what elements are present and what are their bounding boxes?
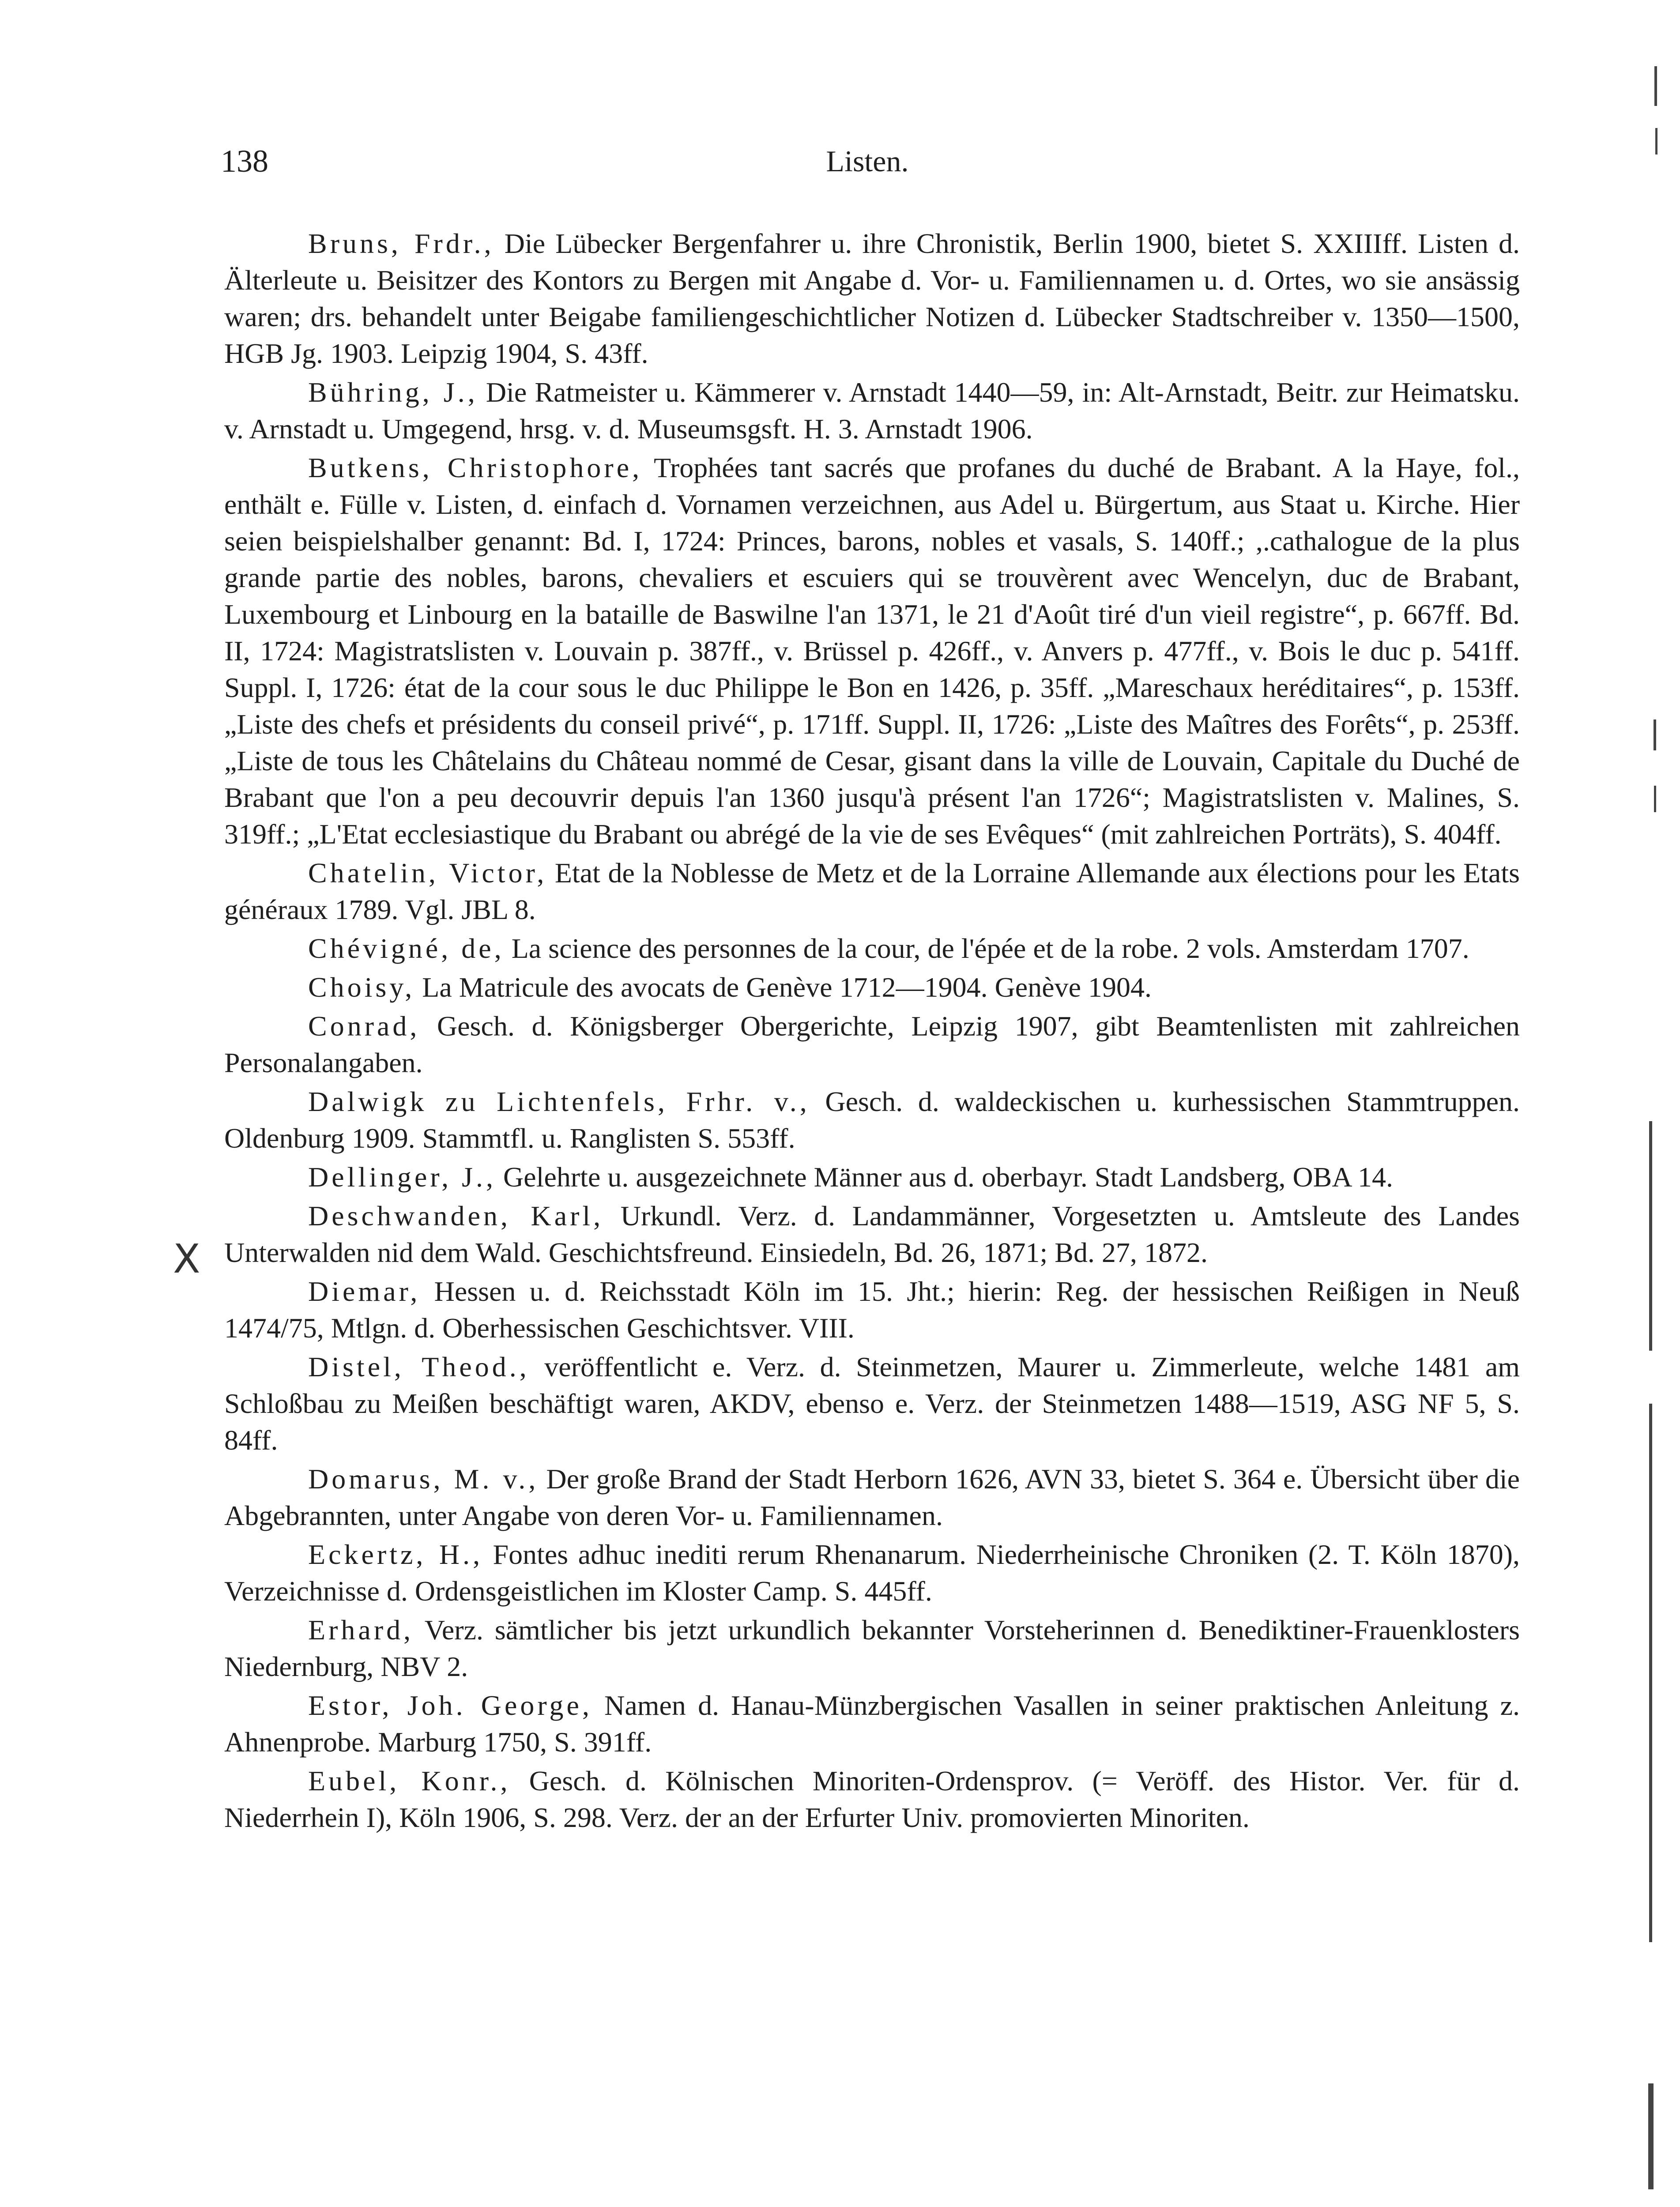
entry-deschwanden [224,1198,1520,1271]
entry-text: Verz. sämtlicher bis jetzt urkundlich bekannter Vorsteherinnen d. Benediktiner-Frauenklosters Niedernburg, NBV 2. [224,1614,1520,1682]
entry-author: Erhard, [308,1614,414,1646]
entry-author: Estor, Joh. George, [308,1690,592,1721]
entry-text: La science des personnes de la cour, de l'épée et de la robe. 2 vols. Amsterdam 1707. [504,933,1469,964]
entry-distel [224,1348,1520,1458]
entry-text: Gelehrte u. ausgezeichnete Männer aus d. oberbayr. Stadt Landsberg, OBA 14. [496,1161,1394,1193]
entry-text: Gesch. d. waldeckischen u. kurhessischen Stammtruppen. Oldenburg 1909. Stammtfl. u. Ranglisten S. 553ff. [224,1086,1520,1154]
entry-author: Diemar, [308,1276,421,1307]
entry-text: Gesch. d. Kölnischen Minoriten-Ordensprov. (= Veröff. des Histor. Ver. für d. Niederrhein I), Köln 1906, S. 298. Verz. der an der Erfurter Univ. promovierten Minoriten. [224,1765,1520,1833]
entry-conrad [224,1008,1520,1081]
entry-author: Conrad, [308,1010,420,1042]
scan-edge-mark [1654,66,1657,106]
scan-edge-mark [1654,786,1656,812]
running-title: Listen. [826,144,909,178]
entry-text: La Matricule des avocats de Genève 1712—1904. Genève 1904. [415,972,1152,1003]
entry-bruns [224,225,1520,372]
entry-choisy [224,969,1520,1006]
entry-butkens [224,449,1520,852]
entry-text: Namen d. Hanau-Münzbergischen Vasallen in seiner praktischen Anleitung z. Ahnenprobe. Marburg 1750, S. 391ff. [224,1690,1520,1758]
scan-edge-marks [1645,0,1680,2207]
entry-eckertz [224,1536,1520,1609]
entry-text: Gesch. d. Königsberger Obergerichte, Leipzig 1907, gibt Beamtenlisten mit zahlreichen Personalangaben. [224,1010,1520,1078]
entry-text: Fontes adhuc inediti rerum Rhenanarum. Niederrheinische Chroniken (2. T. Köln 1870), Verzeichnisse d. Ordensgeistlichen im Kloster Camp. S. 445ff. [224,1539,1520,1607]
entry-chevigne [224,930,1520,967]
entry-author: Dellinger, J., [308,1161,497,1193]
entry-buehring [224,374,1520,447]
scan-edge-mark [1649,1121,1652,1351]
entry-author: Dalwigk zu Lichtenfels, Frhr. v., [308,1086,810,1117]
entry-text: Trophées tant sacrés que profanes du duché de Brabant. A la Haye, fol., enthält e. Fülle v. Listen, d. einfach d. Vornamen verzeichnen, aus Adel u. Bürgertum, aus Staat u. Kirche. Hier seien beispielshalber genannt: Bd. I, 1724: Princes, barons, nobles et vasals, S. 140ff.; ,.cathalogue de la plus grande partie des nobles, barons, chevaliers et escuiers qui se trouvèrent avec Wencelyn, duc de Brabant, Luxembourg et Linbourg en la bataille de Baswilne l'an 1371, le 21 d'Août tiré d'un vieil registre“, p. 667ff. Bd. II, 1724: Magistratslisten v. Louvain p. 387ff., v. Brüssel p. 426ff., v. Anvers p. 477ff., v. Bois le duc p. 541ff. Suppl. I, 1726: état de la cour sous le duc Philippe le Bon en 1426, p. 35ff. „Mareschaux heréditaires“, p. 153ff. „Liste des chefs et présidents du conseil privé“, p. 171ff. Suppl. II, 1726: „Liste des Maîtres des Forêts“, p. 253ff. „Liste de tous les Châtelains du Château nommé de Cesar, gisant dans la ville de Louvain, Capitale du Duché de Brabant que l'on a peu decouvrir depuis l'an 1360 jusqu'à présent l'an 1726“; Magistratslisten v. Malines, S. 319ff.; „L'Etat ecclesiastique du Brabant ou abrégé de la vie de ses Evêques“ (mit zahlreichen Porträts), S. 404ff. [224,452,1520,850]
entry-author: Eubel, Konr., [308,1765,511,1796]
entry-author: Distel, Theod., [308,1351,530,1382]
entry-text: Die Lübecker Bergenfahrer u. ihre Chronistik, Berlin 1900, bietet S. XXIIIff. Listen d. Älterleute u. Beisitzer des Kontors zu Bergen mit Angabe d. Vor- u. Familiennamen u. d. Ortes, wo sie ansässig waren; drs. behandelt unter Beigabe familiengeschichtlicher Notizen d. Lübecker Stadtschreiber v. 1350—1500, HGB Jg. 1903. Leipzig 1904, S. 43ff. [224,228,1520,369]
entry-author: Choisy, [308,972,415,1003]
entry-text: Hessen u. d. Reichsstadt Köln im 15. Jht.; hierin: Reg. der hessischen Reißigen in Neuß 1474/75, Mtlgn. d. Oberhessischen Geschichtsver. VIII. [224,1276,1520,1344]
entry-author: Butkens, Christophore, [308,452,643,483]
entry-author: Deschwanden, Karl, [308,1200,604,1232]
entry-estor [224,1687,1520,1760]
entry-text: veröffentlicht e. Verz. d. Steinmetzen, Maurer u. Zimmerleute, welche 1481 am Schloßbau zu Meißen beschäftigt waren, AKDV, ebenso e. Verz. der Steinmetzen 1488—1519, ASG NF 5, S. 84ff. [224,1351,1520,1456]
entry-erhard [224,1612,1520,1685]
entry-dellinger [224,1159,1520,1195]
page-header [221,141,1514,181]
scan-edge-mark [1649,1404,1652,1942]
entry-text: Urkundl. Verz. d. Landammänner, Vorgesetzten u. Amtsleute des Landes Unterwalden nid dem Wald. Geschichtsfreund. Einsiedeln, Bd. 26, 1871; Bd. 27, 1872. [224,1200,1520,1268]
scan-edge-mark [1648,2083,1654,2189]
entry-author: Bruns, Frdr., [308,228,494,259]
scan-edge-mark [1655,128,1657,154]
entry-author: Bühring, J., [308,377,478,408]
entry-diemar [224,1273,1520,1346]
entry-text: Etat de la Noblesse de Metz et de la Lorraine Allemande aux élections pour les Etats généraux 1789. Vgl. JBL 8. [224,857,1520,925]
entry-author: Eckertz, H., [308,1539,483,1570]
entry-dalwigk [224,1083,1520,1156]
entry-author: Chévigné, de, [308,933,505,964]
entry-eubel [224,1763,1520,1836]
entry-author: Domarus, M. v., [308,1463,539,1495]
entry-text: Der große Brand der Stadt Herborn 1626, AVN 33, bietet S. 364 e. Übersicht über die Abgebrannten, unter Angabe von deren Vor- u. Familiennamen. [224,1463,1520,1531]
entry-domarus [224,1461,1520,1534]
margin-note: X [173,1236,200,1282]
entry-chatelin [224,855,1520,928]
page-number: 138 [221,143,268,179]
bibliography-list [224,225,1520,1838]
scan-edge-mark [1654,719,1656,750]
entry-author: Chatelin, Victor, [308,857,547,889]
entry-text: Die Ratmeister u. Kämmerer v. Arnstadt 1440—59, in: Alt-Arnstadt, Beitr. zur Heimatsku. v. Arnstadt u. Umgegend, hrsg. v. d. Museumsgsft. H. 3. Arnstadt 1906. [224,377,1520,444]
